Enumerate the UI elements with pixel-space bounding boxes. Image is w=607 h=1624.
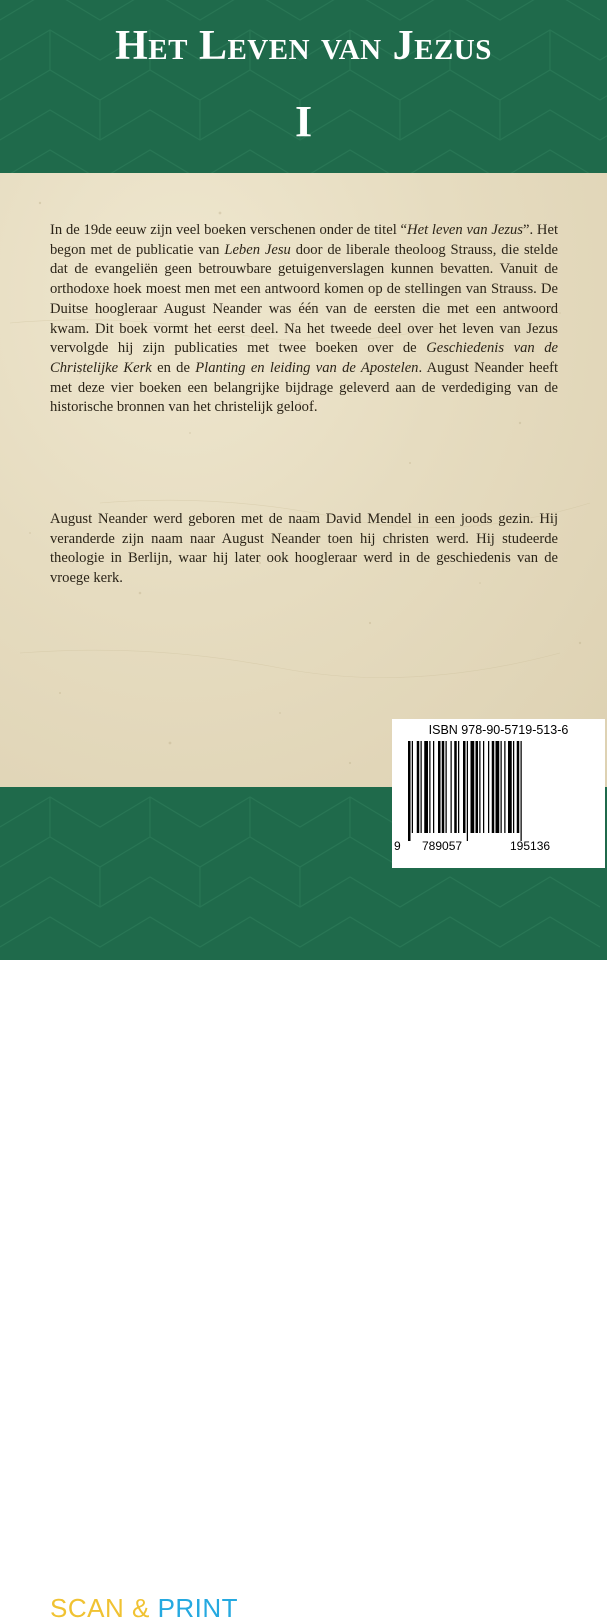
text-run: In de 19de eeuw zijn veel boeken verschenen onder de titel “ bbox=[50, 222, 408, 238]
book-title: Het Leven van Jezus bbox=[115, 23, 492, 69]
barcode-bar bbox=[446, 741, 447, 833]
barcode-bar bbox=[488, 741, 489, 833]
description-paragraph bbox=[50, 221, 558, 418]
author-bio-text: August Neander werd geboren met de naam David Mendel in een joods gezin. Hij veranderde zijn naam naar August Neander toen hij christen werd. Hij studeerde theologie in Berlijn, waar hij later ook hoogleraar werd in de geschiedenis van de vroege kerk. bbox=[50, 511, 558, 587]
barcode-bar bbox=[438, 741, 441, 833]
author-paragraph bbox=[50, 510, 558, 589]
italic-title-run: Leben Jesu bbox=[224, 241, 291, 258]
barcode-bar bbox=[458, 741, 459, 833]
barcode-bar bbox=[451, 741, 452, 833]
text-run: door de liberale theoloog Strauss, die stelde dat de evangeliën geen betrouwbare getuigenverslagen kunnen bevatten. Vanuit de orthodoxe hoek moest men met een antwoord komen op de stellingen van Strauss. De Duitse hoogleraar August Neander was één van de eersten die met een antwoord kwam. Dit boek vormt het eerst deel. Na het tweede deel over het leven van Jezus vervolgde hij zijn publicaties met twee boeken over de bbox=[50, 241, 558, 357]
barcode-bar bbox=[471, 741, 475, 833]
publisher-logo bbox=[50, 1593, 238, 1624]
barcode-left-digits: 789057 bbox=[422, 839, 463, 853]
logo-print: PRINT bbox=[157, 1593, 239, 1623]
text-run: en de bbox=[151, 359, 196, 376]
volume-number: I bbox=[294, 97, 313, 146]
barcode-bar bbox=[508, 741, 512, 833]
barcode-bar bbox=[496, 741, 500, 833]
top-green-band bbox=[0, 0, 607, 173]
barcode-bar bbox=[479, 741, 480, 833]
barcode-bar bbox=[501, 741, 502, 833]
barcode-bar bbox=[517, 741, 520, 833]
barcode-bar bbox=[412, 741, 413, 833]
barcode-bar bbox=[417, 741, 420, 833]
italic-title-run: Geschiedenis van de Christelijke Kerk bbox=[50, 340, 558, 376]
isbn-barcode bbox=[392, 719, 605, 868]
logo-scan: SCAN bbox=[50, 1593, 125, 1623]
barcode-bar bbox=[513, 741, 514, 833]
barcode-bar bbox=[521, 741, 522, 841]
barcode-bar bbox=[408, 741, 411, 841]
barcode-bar bbox=[442, 741, 445, 833]
barcode-bar bbox=[483, 741, 484, 833]
barcode-bar bbox=[454, 741, 457, 833]
parchment-text-panel bbox=[0, 173, 607, 787]
barcode-bar bbox=[504, 741, 505, 833]
description-text bbox=[50, 221, 558, 418]
text-run: . August Neander heeft met deze vier boeken een belangrijke bijdrage geleverd aan de verdediging van de historische bronnen van het christelijk geloof. bbox=[50, 359, 558, 416]
barcode-bar bbox=[476, 741, 479, 833]
barcode-bar bbox=[492, 741, 495, 833]
italic-title-run: Planting en leiding van de Apostelen bbox=[195, 359, 419, 376]
isbn-label: ISBN 978-90-5719-513-6 bbox=[428, 723, 569, 737]
barcode-right-digits: 195136 bbox=[510, 839, 551, 853]
barcode-bar bbox=[467, 741, 468, 841]
logo-ampersand: & bbox=[131, 1593, 150, 1623]
barcode-bar bbox=[463, 741, 466, 833]
barcode-bar bbox=[433, 741, 434, 833]
text-run: ”. Het begon met de publicatie van bbox=[50, 222, 558, 258]
barcode-bar bbox=[421, 741, 422, 833]
barcode-first-digit: 9 bbox=[394, 839, 401, 853]
barcode-bar bbox=[424, 741, 428, 833]
barcode-bar bbox=[429, 741, 430, 833]
barcode-bars bbox=[404, 741, 594, 841]
italic-title-run: Het leven van Jezus bbox=[407, 222, 523, 238]
